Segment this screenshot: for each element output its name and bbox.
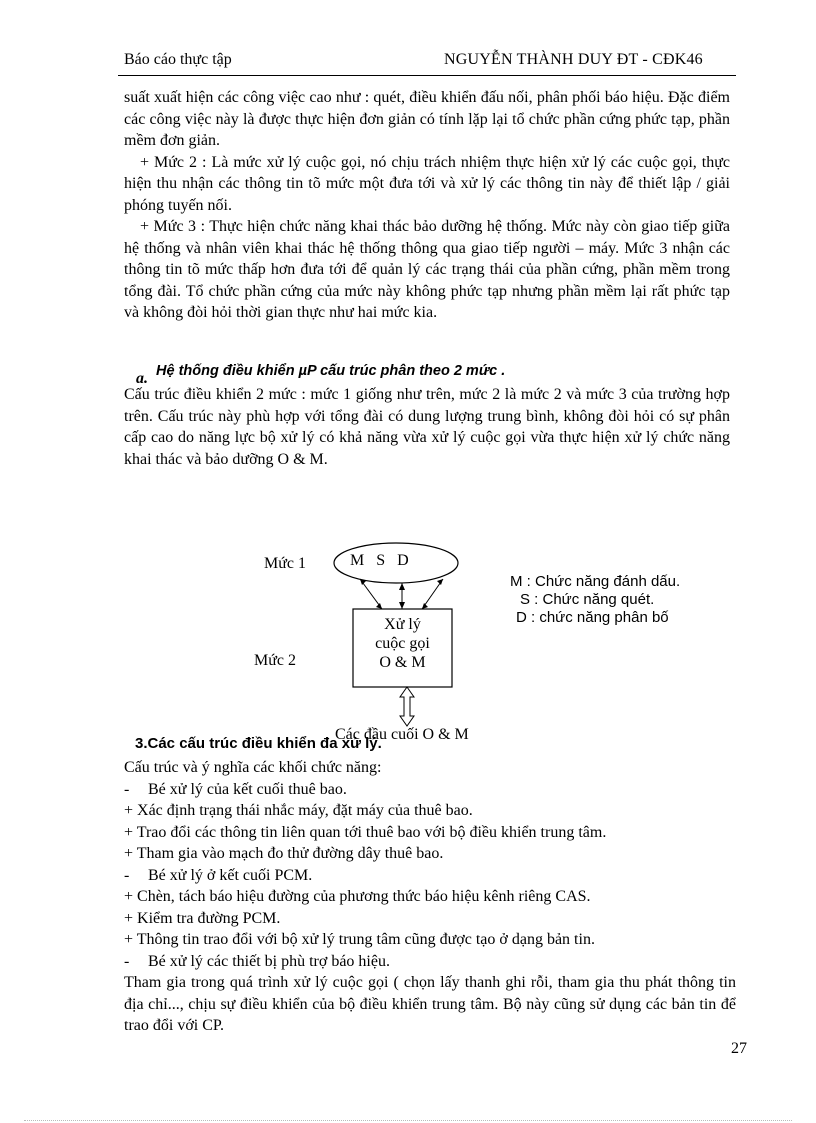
list-item: + Xác định trạng thái nhắc máy, đặt máy của thuê bao. [124,802,473,819]
msd-label: M S D [350,552,409,569]
list-item-subscriber [124,779,736,801]
list-item-pcm [124,865,736,887]
paragraph-level1-cont: suất xuất hiện các công việc cao như : quét, điều khiển đấu nối, phân phối báo hiệu. Đặc điểm các công việc này là được thực hiện đơn giản có tính lặp lại tổ chức phần cứng phức tạp, phần mềm đơn giản. [124,89,730,149]
paragraph-level2: + Mức 2 : Là mức xử lý cuộc gọi, nó chịu trách nhiệm thực hiện xử lý các cuộc gọi, thực hiện thu nhận các thông tin tõ mức một đưa tới và xử lý các thông tin này để thiết lập / giải phóng tuyến nối. [124,153,730,214]
arrow-left-head-bottom [376,603,382,609]
page-number: 27 [731,1040,747,1057]
list-item: + Tham gia vào mạch đo thử đường dây thuê bao. [124,845,444,862]
list-item: + Thông tin trao đổi với bộ xử lý trung tâm cũng được tạo ở dạng bản tin. [124,931,595,948]
body-top [124,87,730,324]
header-title: Báo cáo thực tập [124,51,232,68]
list-item: + Chèn, tách báo hiệu đường của phương thức báo hiệu kênh riêng CAS. [124,888,591,905]
list-item: + Kiểm tra đường PCM. [124,909,281,927]
box-line3: O & M [379,654,426,671]
section-a-paragraph: Cấu trúc điều khiển 2 mức : mức 1 giống như trên, mức 2 là mức 2 và mức 3 của trường hợp trên. Cấu trúc này phù hợp với tổng đài có dung lượng trung bình, không đòi hỏi có sự phân cấp cao do năng lực bộ xử lý có khả năng vừa xử lý cuộc gọi vừa thực hiện xử lý chức năng khai thác và bảo dưỡng O & M. [124,386,730,468]
section-a-heading [136,362,506,387]
list-item-text: Bé xử lý các thiết bị phù trợ báo hiệu. [148,952,390,970]
dash-marker: - [124,952,130,970]
page-bottom-border [24,1120,792,1121]
section-a-body [124,384,730,470]
level2-label: Mức 2 [254,652,296,669]
closing-paragraph: Tham gia trong quá trình xử lý cuộc gọi ( chọn lấy thanh ghi rỗi, tham gia thu phát thông tin địa chỉ..., chịu sự điều khiển của bộ điều khiển trung tâm. Bộ này cũng sử dụng các bản tin để trao đổi với CP. [124,974,736,1034]
box-line1: Xử lý [384,616,421,633]
list-item-text: Bé xử lý ở kết cuối PCM. [148,866,313,884]
list-item-signaling [124,951,736,973]
arrow-middle-head-bottom [399,602,405,609]
list-item: + Trao đổi các thông tin liên quan tới thuê bao với bộ điều khiển trung tâm. [124,823,607,841]
function-block-list [124,757,736,1037]
dash-marker: - [124,780,130,798]
box-line2: cuộc gọi [375,635,430,652]
list-item-text: Bé xử lý của kết cuối thuê bao. [148,780,347,798]
section-3-title: 3.Các cấu trúc điều khiển đa xử lý. [135,735,382,752]
diagram-graphics [240,530,720,750]
list-intro: Cấu trúc và ý nghĩa các khối chức năng: [124,759,382,776]
legend-d: D : chức năng phân bố [516,609,669,626]
section-a-title: Hệ thống điều khiển µP cấu trúc phân theo 2 mức . [156,363,506,379]
legend-s: S : Chức năng quét. [520,591,655,608]
header-rule [118,75,736,76]
legend-m: M : Chức năng đánh dấu. [510,573,681,590]
arrow-middle-head-top [399,583,405,590]
paragraph-level3: + Mức 3 : Thực hiện chức năng khai thác bảo dưỡng hệ thống. Mức này còn giao tiếp giữa hệ thống và nhân viên khai thác hệ thống thông qua giao tiếp người – máy. Mức 3 nhận các thông tin tõ mức thấp hơn đưa tới để quản lý các trạng thái của phần cứng, phần mềm trong tổng đài. Tổ chức phần cứng của mức này không phức tạp nhưng phần mềm lại rất phức tạp và không đòi hỏi thời gian thực như hai mức kia. [124,218,730,321]
header-author: NGUYỄN THÀNH DUY ĐT - CĐK46 [444,51,703,68]
section-a-letter: a. [136,370,148,387]
arrow-om-double [400,687,414,726]
two-level-diagram [240,530,720,750]
dash-marker: - [124,866,130,884]
level1-label: Mức 1 [264,555,306,572]
om-terminals-label: Các đầu cuối O & M [335,726,469,743]
